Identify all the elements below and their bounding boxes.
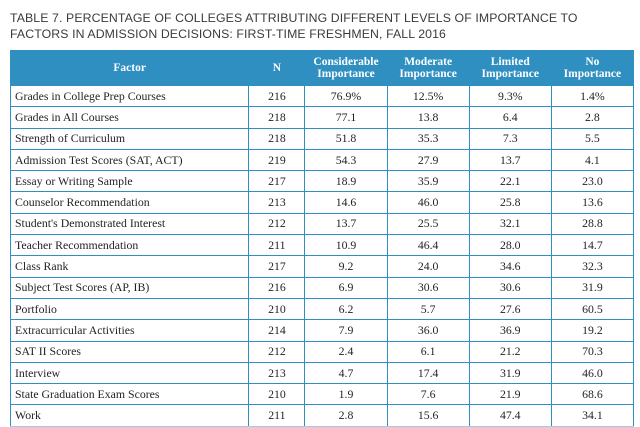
cell-considerable-importance: 4.7 xyxy=(305,362,387,383)
cell-n: 217 xyxy=(249,171,305,192)
cell-n: 210 xyxy=(249,384,305,405)
cell-factor: Essay or Writing Sample xyxy=(11,171,249,192)
column-header-no-line2: Importance xyxy=(563,68,622,80)
column-header-considerable-line2: Importance xyxy=(317,68,375,80)
cell-no-importance: 23.0 xyxy=(551,171,633,192)
cell-no-importance: 19.2 xyxy=(551,320,633,341)
cell-limited-importance: 28.0 xyxy=(469,235,551,256)
cell-factor: Student's Demonstrated Interest xyxy=(11,213,249,234)
cell-no-importance: 4.1 xyxy=(551,149,633,170)
cell-factor: Teacher Recommendation xyxy=(11,235,249,256)
cell-no-importance: 2.8 xyxy=(551,107,633,128)
column-header-no-importance xyxy=(551,51,633,86)
cell-limited-importance: 6.4 xyxy=(469,107,551,128)
cell-moderate-importance: 35.3 xyxy=(387,128,469,149)
table-row xyxy=(11,128,634,149)
cell-moderate-importance: 15.6 xyxy=(387,405,469,426)
table-row xyxy=(11,256,634,277)
table-row xyxy=(11,86,634,107)
table-header-row xyxy=(11,51,634,86)
cell-factor: State Graduation Exam Scores xyxy=(11,384,249,405)
cell-n: 213 xyxy=(249,362,305,383)
cell-no-importance: 13.6 xyxy=(551,192,633,213)
table-row xyxy=(11,171,634,192)
cell-n: 211 xyxy=(249,405,305,426)
table-row xyxy=(11,405,634,426)
column-header-no-line1: No xyxy=(585,56,600,68)
importance-factors-table xyxy=(10,50,634,427)
cell-considerable-importance: 2.8 xyxy=(305,405,387,426)
cell-factor: Grades in College Prep Courses xyxy=(11,86,249,107)
table-row xyxy=(11,213,634,234)
cell-no-importance: 32.3 xyxy=(551,256,633,277)
column-header-moderate-line1: Moderate xyxy=(404,56,453,68)
column-header-factor-line1: Factor xyxy=(113,62,146,74)
table-row xyxy=(11,192,634,213)
cell-factor: Subject Test Scores (AP, IB) xyxy=(11,277,249,298)
cell-limited-importance: 34.6 xyxy=(469,256,551,277)
cell-limited-importance: 13.7 xyxy=(469,149,551,170)
cell-considerable-importance: 18.9 xyxy=(305,171,387,192)
cell-moderate-importance: 24.0 xyxy=(387,256,469,277)
cell-n: 216 xyxy=(249,277,305,298)
cell-n: 214 xyxy=(249,320,305,341)
cell-n: 218 xyxy=(249,128,305,149)
cell-n: 211 xyxy=(249,235,305,256)
cell-considerable-importance: 14.6 xyxy=(305,192,387,213)
cell-no-importance: 60.5 xyxy=(551,298,633,319)
cell-moderate-importance: 35.9 xyxy=(387,171,469,192)
cell-no-importance: 14.7 xyxy=(551,235,633,256)
cell-moderate-importance: 36.0 xyxy=(387,320,469,341)
table-row xyxy=(11,235,634,256)
cell-factor: Class Rank xyxy=(11,256,249,277)
cell-considerable-importance: 77.1 xyxy=(305,107,387,128)
cell-considerable-importance: 6.2 xyxy=(305,298,387,319)
cell-n: 212 xyxy=(249,213,305,234)
cell-n: 216 xyxy=(249,86,305,107)
cell-factor: Strength of Curriculum xyxy=(11,128,249,149)
table-row xyxy=(11,277,634,298)
cell-considerable-importance: 1.9 xyxy=(305,384,387,405)
column-header-limited-importance xyxy=(469,51,551,86)
table-row xyxy=(11,384,634,405)
cell-moderate-importance: 27.9 xyxy=(387,149,469,170)
cell-considerable-importance: 51.8 xyxy=(305,128,387,149)
cell-considerable-importance: 10.9 xyxy=(305,235,387,256)
column-header-considerable-importance xyxy=(305,51,387,86)
cell-moderate-importance: 13.8 xyxy=(387,107,469,128)
table-row xyxy=(11,320,634,341)
cell-moderate-importance: 5.7 xyxy=(387,298,469,319)
column-header-n xyxy=(249,51,305,86)
cell-considerable-importance: 54.3 xyxy=(305,149,387,170)
column-header-factor xyxy=(11,51,249,86)
cell-limited-importance: 25.8 xyxy=(469,192,551,213)
cell-limited-importance: 21.9 xyxy=(469,384,551,405)
cell-n: 212 xyxy=(249,341,305,362)
cell-considerable-importance: 7.9 xyxy=(305,320,387,341)
cell-factor: Counselor Recommendation xyxy=(11,192,249,213)
cell-factor: SAT II Scores xyxy=(11,341,249,362)
cell-no-importance: 46.0 xyxy=(551,362,633,383)
cell-limited-importance: 30.6 xyxy=(469,277,551,298)
table-row xyxy=(11,362,634,383)
cell-moderate-importance: 46.0 xyxy=(387,192,469,213)
column-header-moderate-line2: Importance xyxy=(399,68,457,80)
column-header-n-line1: N xyxy=(272,62,282,74)
cell-considerable-importance: 2.4 xyxy=(305,341,387,362)
cell-limited-importance: 9.3% xyxy=(469,86,551,107)
table-body xyxy=(11,86,634,427)
cell-factor: Interview xyxy=(11,362,249,383)
column-header-considerable-line1: Considerable xyxy=(313,56,379,68)
cell-moderate-importance: 17.4 xyxy=(387,362,469,383)
cell-no-importance: 31.9 xyxy=(551,277,633,298)
table-row xyxy=(11,341,634,362)
cell-n: 217 xyxy=(249,256,305,277)
cell-considerable-importance: 13.7 xyxy=(305,213,387,234)
cell-limited-importance: 22.1 xyxy=(469,171,551,192)
cell-factor: Portfolio xyxy=(11,298,249,319)
cell-factor: Admission Test Scores (SAT, ACT) xyxy=(11,149,249,170)
cell-considerable-importance: 6.9 xyxy=(305,277,387,298)
cell-moderate-importance: 25.5 xyxy=(387,213,469,234)
cell-n: 218 xyxy=(249,107,305,128)
cell-limited-importance: 47.4 xyxy=(469,405,551,426)
cell-no-importance: 70.3 xyxy=(551,341,633,362)
cell-limited-importance: 32.1 xyxy=(469,213,551,234)
cell-moderate-importance: 12.5% xyxy=(387,86,469,107)
cell-limited-importance: 27.6 xyxy=(469,298,551,319)
cell-no-importance: 68.6 xyxy=(551,384,633,405)
cell-n: 213 xyxy=(249,192,305,213)
cell-n: 210 xyxy=(249,298,305,319)
table-row xyxy=(11,298,634,319)
table-row xyxy=(11,149,634,170)
cell-no-importance: 28.8 xyxy=(551,213,633,234)
cell-no-importance: 34.1 xyxy=(551,405,633,426)
cell-moderate-importance: 7.6 xyxy=(387,384,469,405)
table-header xyxy=(11,51,634,86)
cell-no-importance: 1.4% xyxy=(551,86,633,107)
column-header-moderate-importance xyxy=(387,51,469,86)
cell-no-importance: 5.5 xyxy=(551,128,633,149)
column-header-limited-line1: Limited xyxy=(490,56,530,68)
cell-limited-importance: 31.9 xyxy=(469,362,551,383)
cell-factor: Extracurricular Activities xyxy=(11,320,249,341)
cell-moderate-importance: 30.6 xyxy=(387,277,469,298)
cell-limited-importance: 7.3 xyxy=(469,128,551,149)
cell-limited-importance: 21.2 xyxy=(469,341,551,362)
column-header-limited-line2: Importance xyxy=(481,68,540,80)
table-title: TABLE 7. PERCENTAGE OF COLLEGES ATTRIBUTING DIFFERENT LEVELS OF IMPORTANCE TO FACTORS IN ADMISSION DECISIONS: FIRST-TIME FRESHMEN, FALL 2016 xyxy=(10,11,578,41)
cell-factor: Grades in All Courses xyxy=(11,107,249,128)
cell-considerable-importance: 9.2 xyxy=(305,256,387,277)
cell-factor: Work xyxy=(11,405,249,426)
cell-n: 219 xyxy=(249,149,305,170)
table-row xyxy=(11,107,634,128)
cell-moderate-importance: 46.4 xyxy=(387,235,469,256)
cell-moderate-importance: 6.1 xyxy=(387,341,469,362)
cell-considerable-importance: 76.9% xyxy=(305,86,387,107)
cell-limited-importance: 36.9 xyxy=(469,320,551,341)
